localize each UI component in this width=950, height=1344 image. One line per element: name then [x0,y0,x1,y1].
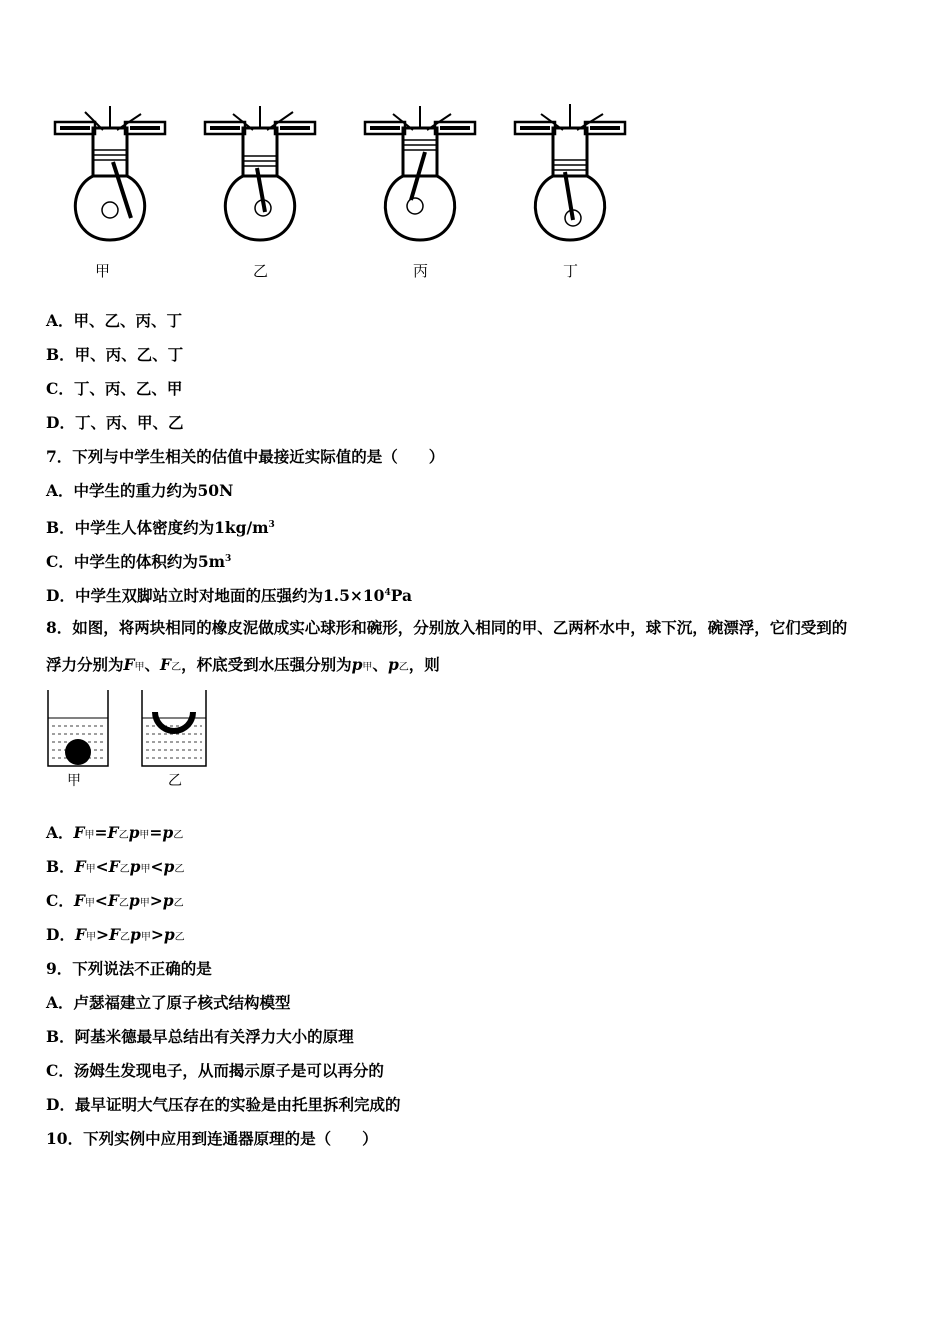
q7-option-c[interactable]: C．中学生的体积约为$5m^3$ [46,552,232,572]
sunk-ball [65,739,91,765]
q7-option-b[interactable]: B．中学生人体密度约为$1kg/m^3$ [46,518,275,538]
q8-stem-line1: 8．如图，将两块相同的橡皮泥做成实心球形和碗形，分别放入相同的甲、乙两杯水中，球下沉，碗漂浮，它们受到的 [46,618,848,637]
engine-diagram-yi [205,100,315,250]
q6-option-d[interactable]: D．丁、丙、甲、乙 [46,413,184,432]
cup-label-jia: 甲 [67,773,81,789]
q9-option-d[interactable]: D．最早证明大气压存在的实验是由托里拆利完成的 [46,1095,401,1114]
q8-stem-line2: 浮力分别为F甲、F乙，杯底受到水压强分别为p甲、p乙，则 [46,655,440,674]
q6-option-b[interactable]: B．甲、丙、乙、丁 [46,345,184,364]
cup-jia-diagram [46,688,110,768]
q7-option-a[interactable]: A．中学生的重力约为50N [46,481,234,500]
q10-stem: 10．下列实例中应用到连通器原理的是（ ） [46,1129,378,1148]
q9-option-b[interactable]: B．阿基米德最早总结出有关浮力大小的原理 [46,1027,354,1046]
q7-stem: 7．下列与中学生相关的估值中最接近实际值的是（ ） [46,447,445,466]
engine-label-ding: 丁 [563,262,579,280]
engine-diagram-jia [55,100,165,250]
engine-diagram-bing [365,100,475,250]
q8-option-d[interactable]: D．F甲>F乙p甲>p乙 [46,925,185,944]
q9-option-a[interactable]: A．卢瑟福建立了原子核式结构模型 [46,993,291,1012]
q9-stem: 9．下列说法不正确的是 [46,959,212,978]
q6-option-a[interactable]: A．甲、乙、丙、丁 [46,311,183,330]
q6-option-c[interactable]: C．丁、丙、乙、甲 [46,379,183,398]
q8-option-b[interactable]: B．F甲<F乙p甲<p乙 [46,857,185,876]
cup-yi-diagram [140,688,208,768]
q8-option-c[interactable]: C．F甲<F乙p甲>p乙 [46,891,184,910]
q7-option-d[interactable]: D．中学生双脚站立时对地面的压强约为$1.5\times 10^4Pa$ [46,586,413,606]
engine-label-jia: 甲 [95,262,111,280]
floating-bowl [152,712,196,734]
engine-label-yi: 乙 [253,262,269,280]
engine-diagram-ding [515,100,625,250]
cup-label-yi: 乙 [168,773,182,789]
q9-option-c[interactable]: C．汤姆生发现电子，从而揭示原子是可以再分的 [46,1061,384,1080]
engine-label-bing: 丙 [413,262,429,280]
q8-option-a[interactable]: A．F甲=F乙p甲=p乙 [46,823,184,842]
